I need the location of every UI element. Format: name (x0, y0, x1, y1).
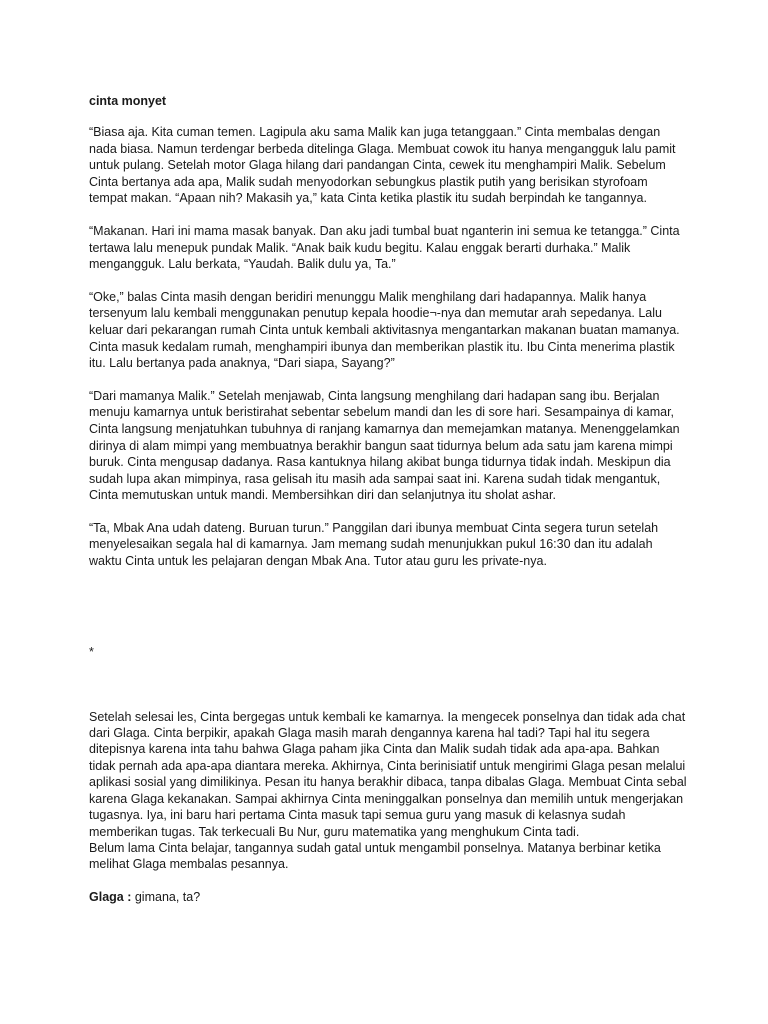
chat-message: gimana, ta? (131, 889, 201, 904)
section-separator: * (89, 644, 94, 659)
paragraph-1: “Biasa aja. Kita cuman temen. Lagipula aku sama Malik kan juga tetanggaan.” Cinta membalas dengan nada biasa. Namun terdengar berbeda ditelinga Glaga. Membuat cowok itu hanya mengangguk lalu pamit untuk pulang. Setelah motor Glaga hilang dari pandangan Cinta, cewek itu menghampiri Malik. Sebelum Cinta bertanya ada apa, Malik sudah menyodorkan sebungkus plastik putih yang berisikan styrofoam tempat makan. “Apaan nih? Makasih ya,” kata Cinta ketika plastik itu sudah berpindah ke tangannya. (89, 125, 676, 206)
paragraph-7: Belum lama Cinta belajar, tangannya sudah gatal untuk mengambil ponselnya. Matanya berbinar ketika melihat Glaga membalas pesannya. (89, 840, 661, 872)
chat-line (89, 889, 688, 905)
chat-speaker: Glaga : (89, 889, 132, 904)
paragraph-5: “Ta, Mbak Ana udah dateng. Buruan turun.” Panggilan dari ibunya membuat Cinta segera turun setelah menyelesaikan segala hal di kamarnya. Jam memang sudah menunjukkan pukul 16:30 dan itu adalah waktu Cinta untuk les pelajaran dengan Mbak Ana. Tutor atau guru les private-nya. (89, 520, 659, 569)
document-title: cinta monyet (89, 94, 167, 108)
paragraph-4: “Dari mamanya Malik.” Setelah menjawab, Cinta langsung menghilang dari hadapan sang ibu. Berjalan menuju kamarnya untuk beristirahat sebentar sebelum mandi dan les di sore hari. Sesampainya di kamar, Cinta langsung menjatuhkan tubuhnya di ranjang kamarnya dan memejamkan matanya. Menenggelamkan dirinya di alam mimpi yang membuatnya berakhir bangun saat tidurnya belum ada satu jam karena mimpi buruk. Cinta mengusap dadanya. Rasa kantuknya hilang akibat bunga tidurnya tidak indah. Meskipun dia sudah lupa akan mimpinya, rasa gelisah itu masih ada sampai saat ini. Karena sudah tidak mengantuk, Cinta memutuskan untuk mandi. Membersihkan diri dan selanjutnya itu sholat ashar. (89, 388, 680, 503)
paragraph-2: “Makanan. Hari ini mama masak banyak. Dan aku jadi tumbal buat nganterin ini semua ke tetangga.” Cinta tertawa lalu menepuk pundak Malik. “Anak baik kudu begitu. Kalau enggak berarti durhaka.” Malik mengangguk. Lalu berkata, “Yaudah. Balik dulu ya, Ta.” (89, 223, 680, 272)
paragraph-6: Setelah selesai les, Cinta bergegas untuk kembali ke kamarnya. Ia mengecek ponselnya dan tidak ada chat dari Glaga. Cinta berpikir, apakah Glaga masih marah dengannya karena hal tadi? Tapi hal itu segera ditepisnya karena inta tahu bahwa Glaga paham jika Cinta dan Malik sudah tidak ada apa-apa. Bahkan tidak pernah ada apa-apa diantara mereka. Akhirnya, Cinta berinisiatif untuk mengirimi Glaga pesan melalui aplikasi sosial yang dimilikinya. Pesan itu hanya berakhir dibaca, tanpa dibalas Glaga. Membuat Cinta sebal karena Glaga kekanakan. Sampai akhirnya Cinta meninggalkan ponselnya dan memilih untuk mengerjakan tugasnya. Iya, ini baru hari pertama Cinta masuk tapi semua guru yang masuk di kelasnya sudah memberikan tugas. Tak terkecuali Bu Nur, guru matematika yang menghukum Cinta tadi. (89, 709, 687, 839)
paragraph-3: “Oke,” balas Cinta masih dengan beridiri menunggu Malik menghilang dari hadapannya. Malik hanya tersenyum lalu kembali menggunakan penutup kepala hoodie¬-nya dan memutar arah sepedanya. Lalu keluar dari pekarangan rumah Cinta untuk kembali aktivitasnya mengantarkan makanan buatan mamanya. Cinta masuk kedalam rumah, menghampiri ibunya dan memberikan plastik itu. Ibu Cinta menerima plastik itu. Lalu bertanya pada anaknya, “Dari siapa, Sayang?” (89, 289, 680, 371)
